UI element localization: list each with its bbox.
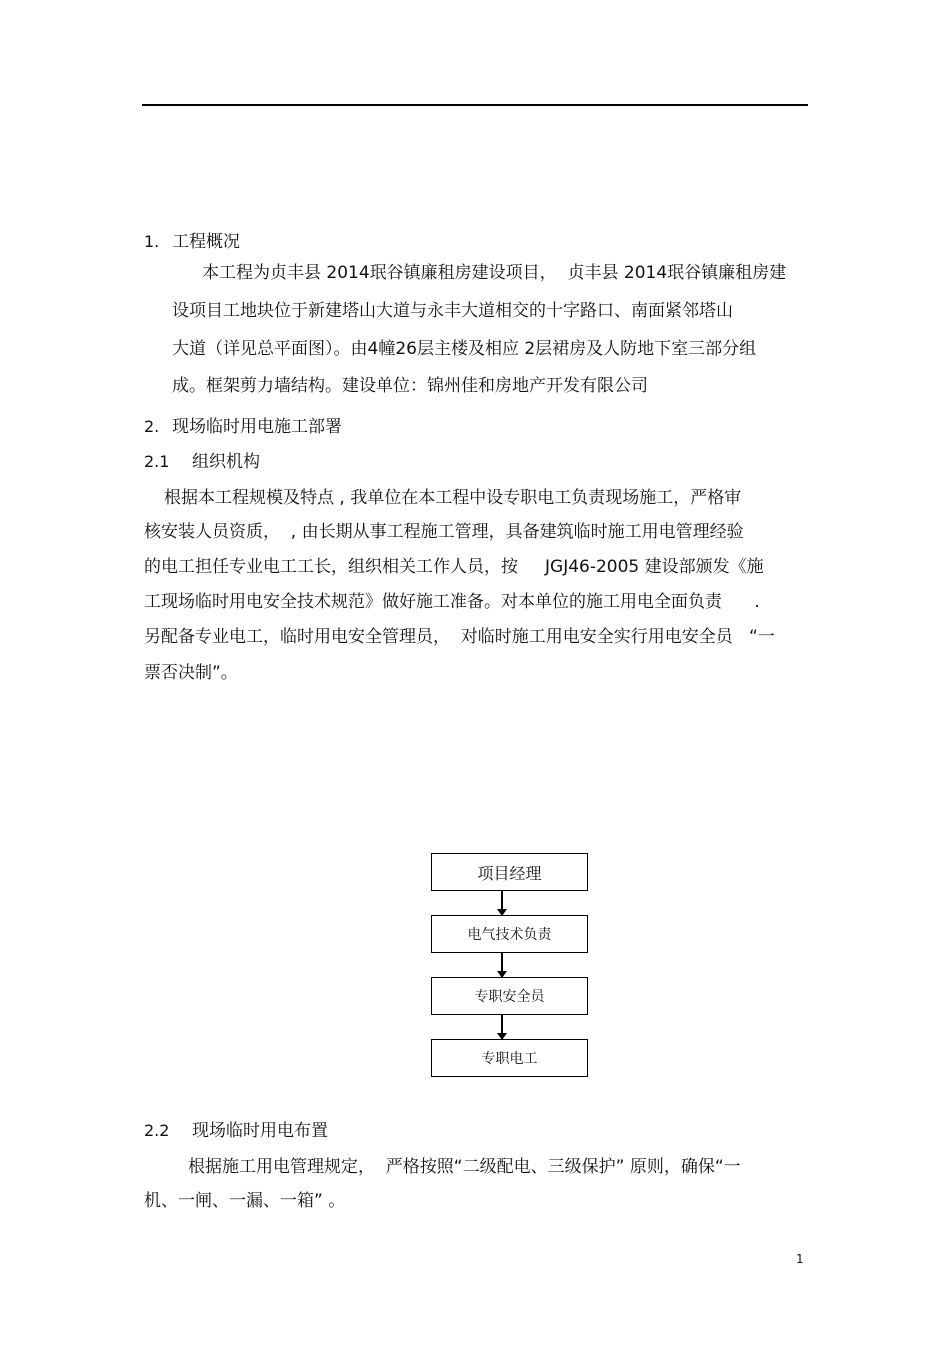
section-2-number: 2. <box>144 417 160 436</box>
section-1-line-3: 大道（详见总平面图）。由4幢26层主楼及相应 2层裙房及人防地下室三部分组 <box>172 339 757 359</box>
section-2-2-line-1: 根据施工用电管理规定， 严格按照“二级配电、三级保护” 原则，确保“一 <box>188 1157 741 1177</box>
section-2-2-title: 现场临时用电布置 <box>192 1121 328 1141</box>
section-2-2-number: 2.2 <box>144 1121 170 1140</box>
section-2-1-line-5: 另配备专业电工，临时用电安全管理员， 对临时施工用电安全实行用电安全员 “一 <box>144 627 775 647</box>
section-2-1-title: 组织机构 <box>192 452 260 472</box>
org-box-safety-officer: 专职安全员 <box>431 977 588 1015</box>
org-box-electrical-lead: 电气技术负责 <box>431 915 588 953</box>
section-2-1-number: 2.1 <box>144 452 170 471</box>
section-1-line-1: 本工程为贞丰县 2014珉谷镇廉租房建设项目， 贞丰县 2014珉谷镇廉租房建 <box>202 263 787 283</box>
org-box-electrician: 专职电工 <box>431 1039 588 1077</box>
page-number: 1 <box>796 1252 804 1266</box>
section-2-1-line-2: 核安装人员资质， , 由长期从事工程施工管理，具备建筑临时施工用电管理经验 <box>144 522 744 542</box>
section-2-1-line-1: 根据本工程规模及特点 , 我单位在本工程中设专职电工负责现场施工，严格审 <box>164 488 742 508</box>
section-1-title: 工程概况 <box>172 232 240 252</box>
org-arrow-1 <box>501 891 503 915</box>
section-2-title: 现场临时用电施工部署 <box>172 417 342 437</box>
org-box-project-manager: 项目经理 <box>431 853 588 891</box>
section-1-number: 1. <box>144 232 160 251</box>
section-2-1-line-4: 工现场临时用电安全技术规范》做好施工准备。对本单位的施工用电全面负责 . <box>144 592 760 612</box>
section-2-2-line-2: 机、一闸、一漏、一箱” 。 <box>144 1191 346 1211</box>
header-rule <box>142 104 808 106</box>
section-1-line-4: 成。框架剪力墙结构。建设单位：锦州佳和房地产开发有限公司 <box>172 376 648 396</box>
section-2-1-line-6: 票否决制”。 <box>144 663 238 683</box>
org-arrow-2 <box>501 953 503 977</box>
section-2-1-line-3: 的电工担任专业电工工长，组织相关工作人员，按 JGJ46-2005 建设部颁发《施 <box>144 557 764 577</box>
section-1-line-2: 设项目工地块位于新建塔山大道与永丰大道相交的十字路口、南面紧邻塔山 <box>172 301 733 321</box>
org-arrow-3 <box>501 1015 503 1039</box>
